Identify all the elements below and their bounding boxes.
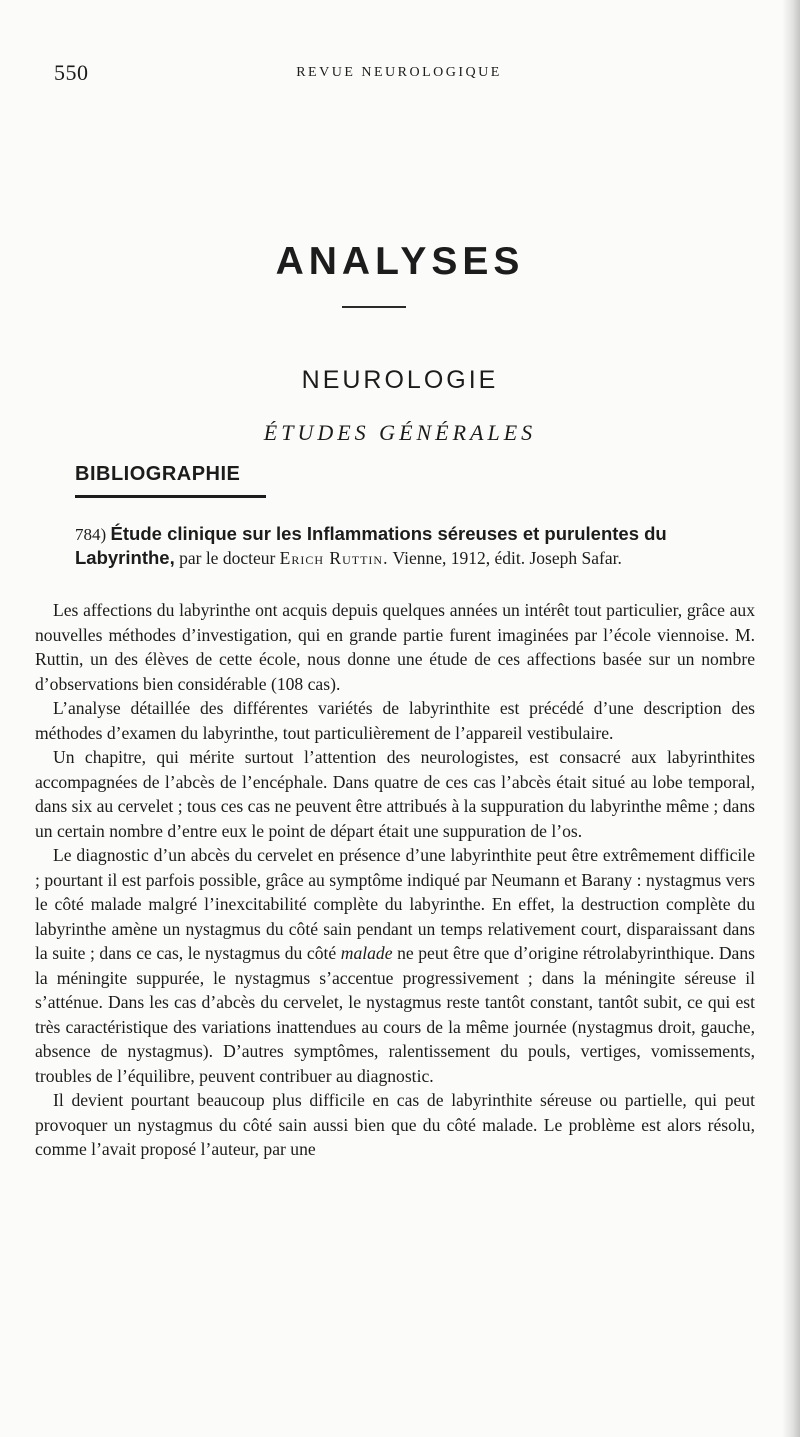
entry-number: 784): [75, 525, 107, 544]
paragraph-2: L’analyse détaillée des différentes variétés de labyrinthite est précédé d’une description des méthodes d’examen du labyrinthe, tout particulièrement de l’appareil vestibulaire.: [35, 698, 755, 743]
main-heading: ANALYSES: [275, 240, 525, 283]
rubric-heading: BIBLIOGRAPHIE: [75, 463, 241, 485]
paragraph-3: Un chapitre, qui mérite surtout l’attention des neurologistes, est consacré aux labyrinthites accompagnées de l’abcès de l’encéphale. Dans quatre de ces cas l’abcès était situé au lobe temporal, dans six au cervelet ; tous ces cas ne peuvent être attribués à la suppuration du labyrinthe même ; dans un certain nombre d’entre eux le point de départ était une suppuration de l’os.: [35, 747, 755, 841]
heading-divider: [342, 306, 406, 308]
journal-title: REVUE NEUROLOGIQUE: [296, 65, 502, 80]
article-body: [35, 598, 755, 1162]
entry-by: par le docteur: [179, 548, 276, 568]
paragraph-4-emphasis: malade: [340, 943, 393, 963]
running-head: [44, 60, 754, 84]
entry-publication: Vienne, 1912, édit. Joseph Safar.: [392, 548, 622, 568]
paragraph-4-part-b: ne peut être que d’origine rétrolabyrinthique. Dans la méningite suppurée, le nystagmus s’accentue progressivement ; dans la méningite séreuse il s’atténue. Dans les cas d’abcès du cervelet, le nystagmus reste tantôt constant, tantôt subit, ce qui est très caractéristique des variations inattendues au cours de la même journée (nystagmus droit, gauche, absence de nystagmus). D’autres symptômes, ralentissement du pouls, vertiges, vomissements, troubles de l’équilibre, peuvent contribuer au diagnostic.: [35, 943, 756, 1086]
paragraph-1: Les affections du labyrinthe ont acquis depuis quelques années un intérêt tout particulier, grâce aux nouvelles méthodes d’investigation, qui en grande partie furent imaginées par l’école viennoise. M. Ruttin, un des élèves de cette école, nous donne une étude de ces affections basée sur un nombre d’observations bien considérable (108 cas).: [35, 600, 755, 694]
entry-title: Étude clinique sur les Inflammations séreuses et purulentes du Labyrinthe,: [75, 523, 667, 568]
bibliography-entry: [75, 522, 755, 570]
rubric-underline: [75, 495, 266, 498]
page-number: 550: [54, 60, 89, 85]
section-heading: NEUROLOGIE: [301, 366, 499, 394]
paragraph-4: [35, 843, 755, 1088]
entry-author: Erich Ruttin.: [279, 548, 389, 568]
paragraph-5: Il devient pourtant beaucoup plus difficile en cas de labyrinthite séreuse ou partielle, qui peut provoquer un nystagmus du côté sain aussi bien que du côté malade. Le problème est alors résolu, comme l’avait proposé l’auteur, par une: [35, 1090, 755, 1159]
subsection-heading: ÉTUDES GÉNÉRALES: [263, 420, 537, 445]
paragraph-4-part-a: Le diagnostic d’un abcès du cervelet en présence d’une labyrinthite peut être extrêmement difficile ; pourtant il est parfois possible, grâce au symptôme indiqué par Neumann et Barany : nystagmus vers le côté malade malgré l’inexcitabilité complète du labyrinthe. En effet, la destruction complète du labyrinthe amène un nystagmus du côté sain pendant un temps relativement court, disparaissant dans la suite ; dans ce cas, le nystagmus du côté: [35, 845, 755, 963]
page-edge-shadow: [782, 0, 800, 1437]
